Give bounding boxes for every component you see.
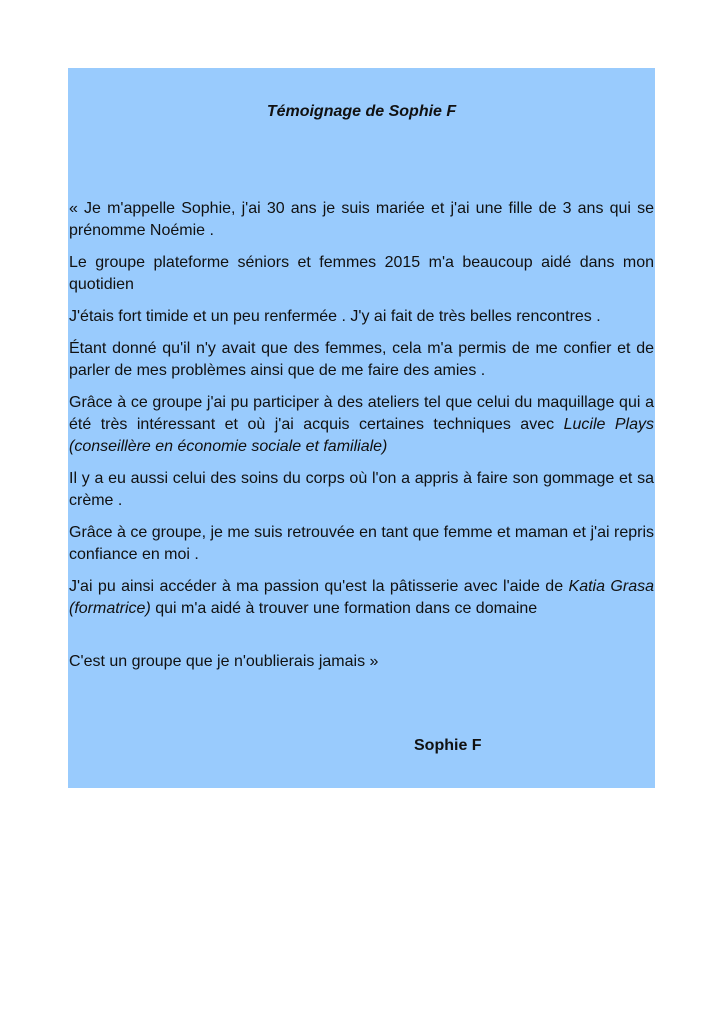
lucile-plays-mention: Lucile Plays (conseillère en économie sociale et familiale) (69, 416, 655, 455)
signature: Sophie F (414, 737, 482, 754)
testimony-body (69, 198, 654, 683)
paragraph-shy: J'étais fort timide et un peu renfermée . J'y ai fait de très belles rencontres . (69, 308, 601, 325)
paragraph-pastry (69, 576, 654, 620)
paragraph-confidence: Grâce à ce groupe, je me suis retrouvée en tant que femme et maman et j'ai repris confiance en moi . (69, 524, 654, 563)
paragraph-body-care: Il y a eu aussi celui des soins du corps où l'on a appris à faire son gommage et sa crème . (69, 470, 654, 509)
paragraph-makeup-text: Grâce à ce groupe j'ai pu participer à des ateliers tel que celui du maquillage qui a été très intéressant et où j'ai acquis certaines techniques avec (69, 394, 654, 433)
paragraph-pastry-text: J'ai pu ainsi accéder à ma passion qu'est la pâtisserie avec l'aide de (69, 578, 569, 595)
paragraph-women-only: Étant donné qu'il n'y avait que des femmes, cela m'a permis de me confier et de parler de mes problèmes ainsi que de me faire des amies . (69, 340, 654, 379)
testimony-box (68, 68, 655, 788)
paragraph-closing: C'est un groupe que je n'oublierais jamais » (69, 653, 379, 670)
paragraph-group-help: Le groupe plateforme séniors et femmes 2015 m'a beaucoup aidé dans mon quotidien (69, 254, 654, 293)
document-title: Témoignage de Sophie F (266, 103, 457, 120)
katia-grasa-mention: Katia Grasa (formatrice) (69, 578, 654, 617)
paragraph-pastry-tail: qui m'a aidé à trouver une formation dans ce domaine (150, 600, 538, 617)
paragraph-makeup-workshop (69, 392, 654, 458)
paragraph-intro: « Je m'appelle Sophie, j'ai 30 ans je suis mariée et j'ai une fille de 3 ans qui se prénomme Noémie . (69, 200, 654, 239)
